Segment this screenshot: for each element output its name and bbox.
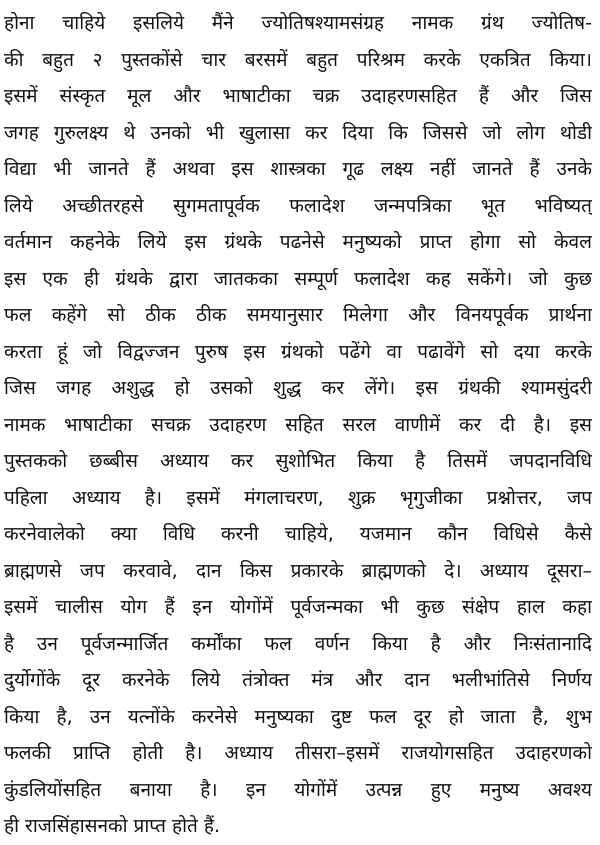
text-line-17: इसमें चालीस योग हैं इन योगोंमें पूर्वजन्मका भी कुछ संक्षेप हाल कहा xyxy=(4,596,592,618)
text-line-14: पहिला अध्याय है। इसमें मंगलाचरण, शुक्र भृगुजीका प्रश्नोत्तर, जप xyxy=(4,486,592,509)
text-line-1: होना चाहिये इसलिये मैंने ज्योतिषश्यामसंग्रह नामक ग्रंथ ज्योतिष- xyxy=(4,12,592,34)
text-line-23: ही राजसिंहासनको प्राप्त होते हैं. xyxy=(4,815,221,837)
text-line-11: जिस जगह अशुद्ध हो उसको शुद्ध कर लेंगे। इस ग्रंथकी श्यामसुंदरी xyxy=(4,377,592,399)
text-line-22: कुंडलियोंसहित बनाया है। इन योगोंमें उत्पन्न हुए मनुष्य अवश्य xyxy=(4,778,592,801)
text-line-15: करनेवालेको क्या विधि करनी चाहिये, यजमान कौन विधिसे कैसे xyxy=(4,523,592,545)
text-line-10: करता हूं जो विद्वज्जन पुरुष इस ग्रंथको पढेंगे वा पढावेंगे सो दया करके xyxy=(4,340,592,363)
text-line-16: ब्राह्मणसे जप करवावे, दान किस प्रकारके ब्राह्मणको दे। अध्याय दूसरा– xyxy=(4,559,592,582)
text-line-8: इस एक ही ग्रंथके द्वारा जातकका सम्पूर्ण फलादेश कह सकेंगे। जो कुछ xyxy=(4,267,592,290)
text-line-9: फल कहेंगे सो ठीक ठीक समयानुसार मिलेगा और विनयपूर्वक प्रार्थना xyxy=(4,304,592,326)
text-line-2: की बहुत २ पुस्तकोंसे चार बरसमें बहुत परिश्रम करके एकत्रित किया। xyxy=(4,48,592,71)
text-line-5: विद्या भी जानते हैं अथवा इस शास्त्रका गूढ लक्ष्य नहीं जानते हैं उनके xyxy=(4,158,592,180)
text-line-13: पुस्तकको छब्बीस अध्याय कर सुशोभित किया है तिसमें जपदानविधि xyxy=(4,450,592,472)
text-line-12: नामक भाषाटीका सचक्र उदाहरण सहित सरल वाणीमें कर दी है। इस xyxy=(4,413,592,436)
text-line-18: है उन पूर्वजन्मार्जित कर्मोंका फल वर्णन किया है और निःसंतानादि xyxy=(4,632,592,655)
text-line-6: लिये अच्छीतरहसे सुगमतापूर्वक फलादेश जन्मपत्रिका भूत भविष्यत् xyxy=(4,194,592,217)
text-line-21: फलकी प्राप्ति होती है। अध्याय तीसरा–इसमें राजयोगसहित उदाहरणको xyxy=(4,742,592,764)
text-line-7: वर्तमान कहनेके लिये इस ग्रंथके पढनेसे मनुष्यको प्राप्त होगा सो केवल xyxy=(4,231,592,253)
text-line-20: किया है, उन यत्नोंके करनेसे मनुष्यका दुष्ट फल दूर हो जाता है, शुभ xyxy=(4,705,592,728)
text-line-19: दुर्योगोंके दूर करनेके लिये तंत्रोक्त मंत्र और दान भलीभांतिसे निर्णय xyxy=(4,669,592,691)
text-line-4: जगह गुरुलक्ष्य थे उनको भी खुलासा कर दिया कि जिससे जो लोग थोडी xyxy=(4,121,592,144)
text-line-3: इसमें संस्कृत मूल और भाषाटीका चक्र उदाहरणसहित हैं और जिस xyxy=(4,85,592,107)
